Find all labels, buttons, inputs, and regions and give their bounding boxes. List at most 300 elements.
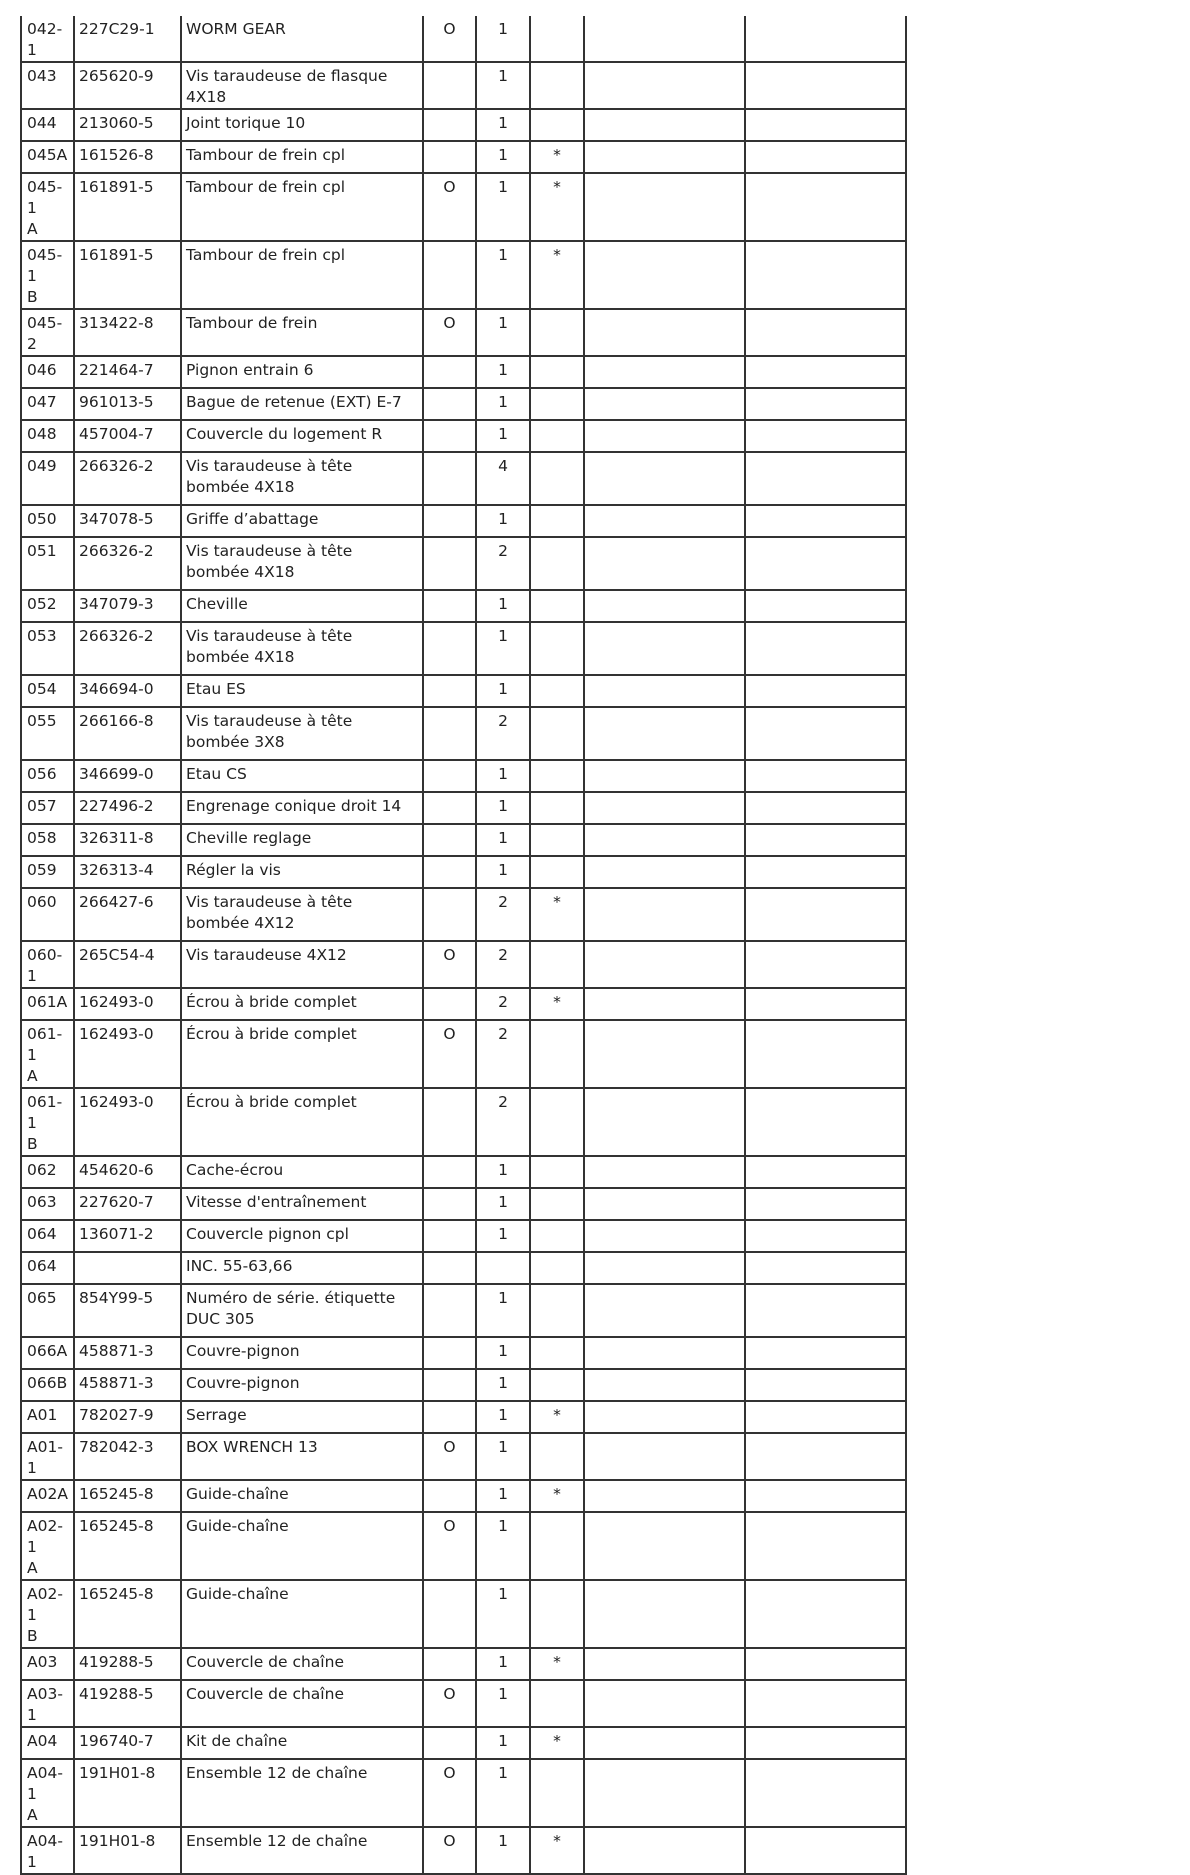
part-number-cell: 326313-4 (74, 856, 181, 888)
ref-cell: A02A (21, 1480, 74, 1512)
blank-column-b-cell (745, 1188, 906, 1220)
description-cell: Vis taraudeuse à tête bombée 4X18 (181, 537, 423, 590)
blank-column-a-cell (584, 1088, 745, 1156)
blank-column-a-cell (584, 420, 745, 452)
parts-table-body (21, 16, 906, 1874)
blank-column-a-cell (584, 16, 745, 62)
description-cell: Cheville reglage (181, 824, 423, 856)
table-row (21, 141, 906, 173)
description-cell: Tambour de frein cpl (181, 241, 423, 309)
quantity-cell: 1 (476, 109, 530, 141)
note-mark-cell (530, 856, 584, 888)
blank-column-a-cell (584, 173, 745, 241)
option-mark-cell (423, 888, 476, 941)
blank-column-b-cell (745, 590, 906, 622)
option-mark-cell (423, 1252, 476, 1284)
blank-column-b-cell (745, 62, 906, 109)
blank-column-b-cell (745, 1252, 906, 1284)
table-row (21, 241, 906, 309)
table-row (21, 760, 906, 792)
table-row (21, 1188, 906, 1220)
note-mark-cell (530, 1580, 584, 1648)
blank-column-b-cell (745, 1827, 906, 1874)
blank-column-a-cell (584, 388, 745, 420)
table-row (21, 537, 906, 590)
blank-column-a-cell (584, 1284, 745, 1337)
blank-column-b-cell (745, 824, 906, 856)
note-mark-cell (530, 1188, 584, 1220)
blank-column-b-cell (745, 1337, 906, 1369)
ref-cell: 061-1 B (21, 1088, 74, 1156)
ref-cell: A01-1 (21, 1433, 74, 1480)
note-mark-cell: * (530, 1727, 584, 1759)
blank-column-a-cell (584, 590, 745, 622)
note-mark-cell (530, 675, 584, 707)
option-mark-cell (423, 420, 476, 452)
ref-cell: 053 (21, 622, 74, 675)
table-row (21, 62, 906, 109)
ref-cell: A03-1 (21, 1680, 74, 1727)
part-number-cell: 162493-0 (74, 1020, 181, 1088)
note-mark-cell (530, 1680, 584, 1727)
quantity-cell: 1 (476, 1284, 530, 1337)
ref-cell: 052 (21, 590, 74, 622)
quantity-cell: 1 (476, 309, 530, 356)
ref-cell: 055 (21, 707, 74, 760)
table-row (21, 856, 906, 888)
description-cell: Régler la vis (181, 856, 423, 888)
blank-column-b-cell (745, 1284, 906, 1337)
ref-cell: 061-1 A (21, 1020, 74, 1088)
table-row (21, 888, 906, 941)
quantity-cell: 1 (476, 1512, 530, 1580)
ref-cell: 045-2 (21, 309, 74, 356)
quantity-cell: 1 (476, 16, 530, 62)
note-mark-cell (530, 622, 584, 675)
blank-column-a-cell (584, 988, 745, 1020)
quantity-cell: 2 (476, 941, 530, 988)
option-mark-cell (423, 505, 476, 537)
part-number-cell: 266427-6 (74, 888, 181, 941)
blank-column-b-cell (745, 888, 906, 941)
note-mark-cell: * (530, 1401, 584, 1433)
blank-column-a-cell (584, 888, 745, 941)
note-mark-cell (530, 356, 584, 388)
ref-cell: 047 (21, 388, 74, 420)
blank-column-a-cell (584, 241, 745, 309)
blank-column-a-cell (584, 1727, 745, 1759)
part-number-cell: 165245-8 (74, 1480, 181, 1512)
table-row (21, 1648, 906, 1680)
note-mark-cell (530, 505, 584, 537)
quantity-cell: 1 (476, 1188, 530, 1220)
ref-cell: 054 (21, 675, 74, 707)
blank-column-a-cell (584, 537, 745, 590)
ref-cell: 046 (21, 356, 74, 388)
note-mark-cell: * (530, 173, 584, 241)
description-cell: Vis taraudeuse à tête bombée 4X18 (181, 622, 423, 675)
option-mark-cell (423, 856, 476, 888)
part-number-cell: 161526-8 (74, 141, 181, 173)
note-mark-cell (530, 1512, 584, 1580)
quantity-cell: 1 (476, 1369, 530, 1401)
option-mark-cell (423, 356, 476, 388)
description-cell: Pignon entrain 6 (181, 356, 423, 388)
blank-column-a-cell (584, 1433, 745, 1480)
blank-column-a-cell (584, 1401, 745, 1433)
option-mark-cell (423, 241, 476, 309)
blank-column-a-cell (584, 1369, 745, 1401)
blank-column-b-cell (745, 1156, 906, 1188)
blank-column-a-cell (584, 1580, 745, 1648)
description-cell: Tambour de frein cpl (181, 141, 423, 173)
ref-cell: 064 (21, 1252, 74, 1284)
table-row (21, 109, 906, 141)
ref-cell: 045A (21, 141, 74, 173)
ref-cell: A02-1 A (21, 1512, 74, 1580)
table-row (21, 824, 906, 856)
blank-column-a-cell (584, 622, 745, 675)
table-row (21, 675, 906, 707)
option-mark-cell: O (423, 1020, 476, 1088)
part-number-cell: 165245-8 (74, 1512, 181, 1580)
note-mark-cell (530, 420, 584, 452)
blank-column-b-cell (745, 420, 906, 452)
blank-column-a-cell (584, 1512, 745, 1580)
option-mark-cell (423, 1401, 476, 1433)
quantity-cell: 2 (476, 537, 530, 590)
description-cell: Griffe d’abattage (181, 505, 423, 537)
quantity-cell: 2 (476, 1088, 530, 1156)
table-row (21, 1580, 906, 1648)
blank-column-b-cell (745, 388, 906, 420)
blank-column-a-cell (584, 1759, 745, 1827)
quantity-cell: 1 (476, 356, 530, 388)
blank-column-a-cell (584, 109, 745, 141)
part-number-cell: 162493-0 (74, 1088, 181, 1156)
part-number-cell: 961013-5 (74, 388, 181, 420)
ref-cell: 050 (21, 505, 74, 537)
quantity-cell: 2 (476, 707, 530, 760)
option-mark-cell (423, 1648, 476, 1680)
ref-cell: 049 (21, 452, 74, 505)
blank-column-a-cell (584, 1020, 745, 1088)
blank-column-a-cell (584, 62, 745, 109)
part-number-cell: 854Y99-5 (74, 1284, 181, 1337)
part-number-cell: 265620-9 (74, 62, 181, 109)
quantity-cell: 4 (476, 452, 530, 505)
description-cell: Ensemble 12 de chaîne (181, 1827, 423, 1874)
description-cell: INC. 55-63,66 (181, 1252, 423, 1284)
option-mark-cell: O (423, 1680, 476, 1727)
ref-cell: 061A (21, 988, 74, 1020)
ref-cell: 056 (21, 760, 74, 792)
blank-column-b-cell (745, 988, 906, 1020)
description-cell: Tambour de frein cpl (181, 173, 423, 241)
note-mark-cell (530, 388, 584, 420)
blank-column-a-cell (584, 675, 745, 707)
quantity-cell: 1 (476, 622, 530, 675)
option-mark-cell (423, 792, 476, 824)
blank-column-b-cell (745, 356, 906, 388)
option-mark-cell (423, 824, 476, 856)
quantity-cell: 1 (476, 141, 530, 173)
note-mark-cell (530, 1156, 584, 1188)
quantity-cell: 1 (476, 241, 530, 309)
blank-column-b-cell (745, 1580, 906, 1648)
note-mark-cell: * (530, 241, 584, 309)
blank-column-a-cell (584, 1480, 745, 1512)
blank-column-b-cell (745, 792, 906, 824)
part-number-cell: 458871-3 (74, 1337, 181, 1369)
description-cell: Etau ES (181, 675, 423, 707)
option-mark-cell (423, 537, 476, 590)
ref-cell: 043 (21, 62, 74, 109)
part-number-cell: 782027-9 (74, 1401, 181, 1433)
ref-cell: 063 (21, 1188, 74, 1220)
note-mark-cell (530, 537, 584, 590)
blank-column-a-cell (584, 856, 745, 888)
part-number-cell: 136071-2 (74, 1220, 181, 1252)
ref-cell: 051 (21, 537, 74, 590)
table-row (21, 1220, 906, 1252)
part-number-cell: 419288-5 (74, 1680, 181, 1727)
note-mark-cell: * (530, 141, 584, 173)
option-mark-cell (423, 988, 476, 1020)
blank-column-b-cell (745, 1480, 906, 1512)
option-mark-cell (423, 1284, 476, 1337)
option-mark-cell (423, 1156, 476, 1188)
blank-column-b-cell (745, 505, 906, 537)
part-number-cell: 458871-3 (74, 1369, 181, 1401)
option-mark-cell (423, 452, 476, 505)
table-row (21, 1727, 906, 1759)
ref-cell: A02-1 B (21, 1580, 74, 1648)
option-mark-cell: O (423, 309, 476, 356)
option-mark-cell (423, 707, 476, 760)
description-cell: Vis taraudeuse à tête bombée 4X18 (181, 452, 423, 505)
description-cell: Écrou à bride complet (181, 988, 423, 1020)
quantity-cell: 1 (476, 1827, 530, 1874)
option-mark-cell: O (423, 1512, 476, 1580)
quantity-cell: 1 (476, 1480, 530, 1512)
description-cell: Engrenage conique droit 14 (181, 792, 423, 824)
option-mark-cell (423, 141, 476, 173)
note-mark-cell (530, 1220, 584, 1252)
description-cell: Kit de chaîne (181, 1727, 423, 1759)
note-mark-cell (530, 1759, 584, 1827)
quantity-cell: 1 (476, 388, 530, 420)
note-mark-cell (530, 309, 584, 356)
part-number-cell: 227496-2 (74, 792, 181, 824)
note-mark-cell (530, 1337, 584, 1369)
note-mark-cell: * (530, 1480, 584, 1512)
description-cell: Cheville (181, 590, 423, 622)
part-number-cell (74, 1252, 181, 1284)
table-row (21, 622, 906, 675)
note-mark-cell (530, 1088, 584, 1156)
note-mark-cell (530, 792, 584, 824)
blank-column-b-cell (745, 1088, 906, 1156)
description-cell: BOX WRENCH 13 (181, 1433, 423, 1480)
note-mark-cell (530, 62, 584, 109)
blank-column-a-cell (584, 1188, 745, 1220)
note-mark-cell (530, 941, 584, 988)
option-mark-cell: O (423, 1759, 476, 1827)
note-mark-cell (530, 1369, 584, 1401)
blank-column-b-cell (745, 1759, 906, 1827)
part-number-cell: 313422-8 (74, 309, 181, 356)
table-row (21, 309, 906, 356)
quantity-cell: 1 (476, 675, 530, 707)
quantity-cell: 1 (476, 792, 530, 824)
part-number-cell: 227620-7 (74, 1188, 181, 1220)
table-row (21, 1252, 906, 1284)
ref-cell: 066A (21, 1337, 74, 1369)
blank-column-a-cell (584, 824, 745, 856)
quantity-cell: 1 (476, 824, 530, 856)
blank-column-b-cell (745, 452, 906, 505)
note-mark-cell: * (530, 888, 584, 941)
quantity-cell: 2 (476, 988, 530, 1020)
description-cell: Guide-chaîne (181, 1580, 423, 1648)
blank-column-a-cell (584, 1680, 745, 1727)
part-number-cell: 326311-8 (74, 824, 181, 856)
option-mark-cell: O (423, 941, 476, 988)
table-row (21, 356, 906, 388)
quantity-cell (476, 1252, 530, 1284)
table-row (21, 1433, 906, 1480)
blank-column-b-cell (745, 856, 906, 888)
option-mark-cell: O (423, 173, 476, 241)
option-mark-cell: O (423, 16, 476, 62)
description-cell: Joint torique 10 (181, 109, 423, 141)
quantity-cell: 1 (476, 760, 530, 792)
blank-column-a-cell (584, 356, 745, 388)
blank-column-b-cell (745, 760, 906, 792)
part-number-cell: 782042-3 (74, 1433, 181, 1480)
description-cell: Vis taraudeuse de flasque 4X18 (181, 62, 423, 109)
table-row (21, 16, 906, 62)
quantity-cell: 1 (476, 62, 530, 109)
note-mark-cell (530, 16, 584, 62)
blank-column-a-cell (584, 1827, 745, 1874)
description-cell: Vitesse d'entraînement (181, 1188, 423, 1220)
quantity-cell: 1 (476, 505, 530, 537)
description-cell: Couvercle pignon cpl (181, 1220, 423, 1252)
quantity-cell: 1 (476, 1680, 530, 1727)
blank-column-b-cell (745, 1369, 906, 1401)
option-mark-cell (423, 1088, 476, 1156)
note-mark-cell (530, 452, 584, 505)
part-number-cell: 266326-2 (74, 537, 181, 590)
blank-column-a-cell (584, 1220, 745, 1252)
note-mark-cell (530, 824, 584, 856)
option-mark-cell (423, 109, 476, 141)
option-mark-cell (423, 388, 476, 420)
description-cell: Etau CS (181, 760, 423, 792)
blank-column-a-cell (584, 1648, 745, 1680)
table-row (21, 1088, 906, 1156)
quantity-cell: 1 (476, 1337, 530, 1369)
ref-cell: A04-1 (21, 1827, 74, 1874)
blank-column-a-cell (584, 707, 745, 760)
quantity-cell: 1 (476, 1433, 530, 1480)
ref-cell: 045-1 B (21, 241, 74, 309)
part-number-cell: 191H01-8 (74, 1759, 181, 1827)
ref-cell: 045-1 A (21, 173, 74, 241)
blank-column-a-cell (584, 505, 745, 537)
quantity-cell: 1 (476, 1580, 530, 1648)
blank-column-b-cell (745, 1020, 906, 1088)
blank-column-a-cell (584, 141, 745, 173)
blank-column-b-cell (745, 173, 906, 241)
option-mark-cell (423, 1480, 476, 1512)
option-mark-cell (423, 1188, 476, 1220)
part-number-cell: 457004-7 (74, 420, 181, 452)
option-mark-cell (423, 1369, 476, 1401)
table-row (21, 1284, 906, 1337)
ref-cell: 048 (21, 420, 74, 452)
description-cell: Cache-écrou (181, 1156, 423, 1188)
ref-cell: 064 (21, 1220, 74, 1252)
table-row (21, 1759, 906, 1827)
part-number-cell: 346694-0 (74, 675, 181, 707)
ref-cell: A04-1 A (21, 1759, 74, 1827)
blank-column-b-cell (745, 1727, 906, 1759)
table-row (21, 173, 906, 241)
description-cell: Tambour de frein (181, 309, 423, 356)
note-mark-cell (530, 590, 584, 622)
description-cell: Ensemble 12 de chaîne (181, 1759, 423, 1827)
blank-column-b-cell (745, 537, 906, 590)
table-row (21, 1369, 906, 1401)
part-number-cell: 213060-5 (74, 109, 181, 141)
ref-cell: 059 (21, 856, 74, 888)
description-cell: Vis taraudeuse 4X12 (181, 941, 423, 988)
note-mark-cell: * (530, 1648, 584, 1680)
blank-column-a-cell (584, 1156, 745, 1188)
blank-column-b-cell (745, 941, 906, 988)
description-cell: Guide-chaîne (181, 1480, 423, 1512)
note-mark-cell (530, 707, 584, 760)
description-cell: Couvre-pignon (181, 1369, 423, 1401)
blank-column-a-cell (584, 452, 745, 505)
quantity-cell: 1 (476, 1156, 530, 1188)
note-mark-cell (530, 1252, 584, 1284)
blank-column-a-cell (584, 760, 745, 792)
quantity-cell: 1 (476, 1727, 530, 1759)
note-mark-cell (530, 1284, 584, 1337)
part-number-cell: 347078-5 (74, 505, 181, 537)
blank-column-a-cell (584, 309, 745, 356)
table-row (21, 420, 906, 452)
quantity-cell: 2 (476, 1020, 530, 1088)
blank-column-b-cell (745, 109, 906, 141)
blank-column-b-cell (745, 1648, 906, 1680)
quantity-cell: 1 (476, 173, 530, 241)
blank-column-a-cell (584, 1252, 745, 1284)
quantity-cell: 2 (476, 888, 530, 941)
blank-column-b-cell (745, 309, 906, 356)
table-row (21, 590, 906, 622)
table-row (21, 1680, 906, 1727)
description-cell: Bague de retenue (EXT) E-7 (181, 388, 423, 420)
table-row (21, 1337, 906, 1369)
description-cell: Couvercle du logement R (181, 420, 423, 452)
parts-table (20, 16, 907, 1875)
quantity-cell: 1 (476, 420, 530, 452)
